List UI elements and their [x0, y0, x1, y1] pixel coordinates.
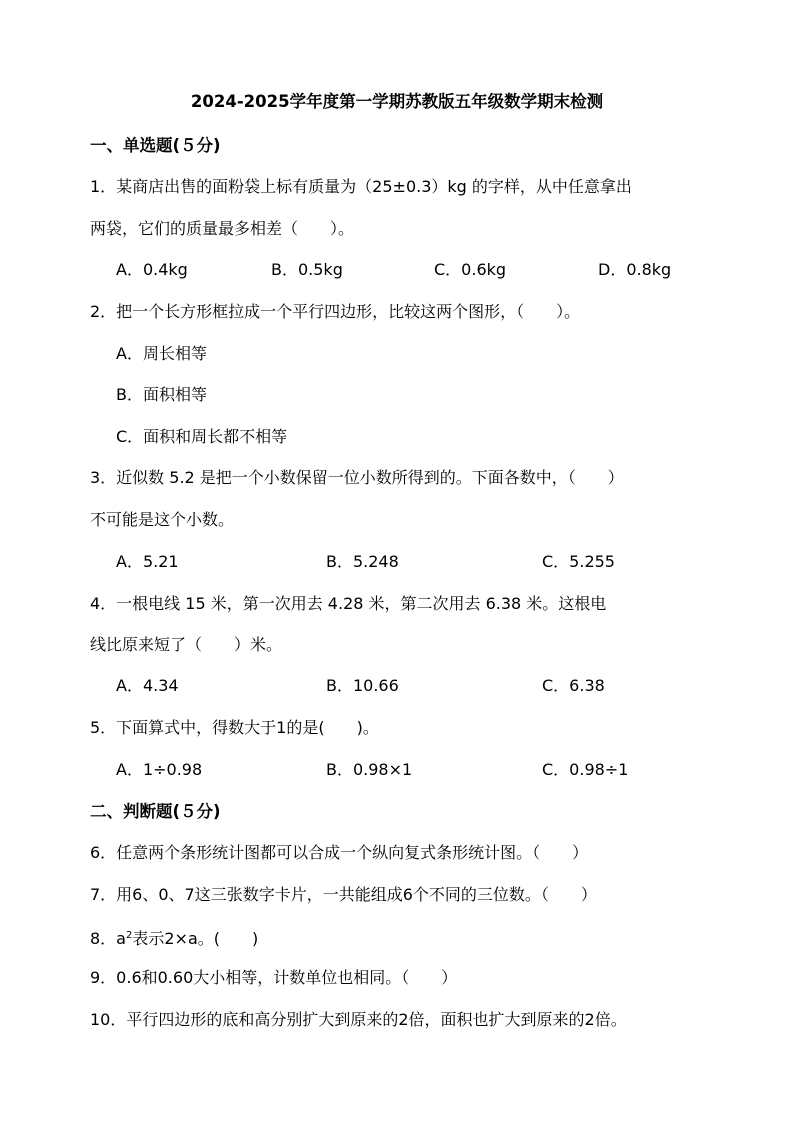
section-heading-single-choice: 一、单选题(５分) — [90, 136, 221, 155]
question-1-option-c: C．0.6kg — [434, 260, 507, 279]
question-5-line-1: 5．下面算式中，得数大于1的是( )。 — [90, 718, 379, 737]
question-9-line-1: 9．0.6和0.60大小相等，计数单位也相同。（ ） — [90, 968, 458, 987]
question-1-line-2: 两袋，它们的质量最多相差（ ）。 — [90, 219, 355, 238]
question-1-option-b: B．0.5kg — [271, 260, 343, 279]
question-10-line-1: 10．平行四边形的底和高分别扩大到原来的2倍，面积也扩大到原来的2倍。 — [90, 1010, 627, 1029]
page-title: 2024-2025学年度第一学期苏教版五年级数学期末检测 — [190, 92, 604, 111]
question-4-line-2: 线比原来短了（ ）米。 — [90, 635, 283, 654]
question-1-option-d: D．0.8kg — [598, 260, 672, 279]
question-2-option-a: A．周长相等 — [116, 344, 207, 363]
question-7-line-1: 7．用6、0、7这三张数字卡片，一共能组成6个不同的三位数。（ ） — [90, 885, 597, 904]
question-3-option-a: A．5.21 — [116, 552, 179, 571]
question-6-line-1: 6．任意两个条形统计图都可以合成一个纵向复式条形统计图。（ ） — [90, 843, 589, 862]
question-5-option-c: C．0.98÷1 — [542, 760, 629, 779]
question-3-line-1: 3．近似数 5.2 是把一个小数保留一位小数所得到的。下面各数中，（ ） — [90, 468, 624, 487]
question-8-suffix: 表示2×a。( ) — [132, 929, 259, 948]
question-8-superscript: 2 — [126, 930, 133, 941]
question-2-option-b: B．面积相等 — [116, 385, 207, 404]
question-1-option-a: A．0.4kg — [116, 260, 188, 279]
question-4-line-1: 4．一根电线 15 米，第一次用去 4.28 米，第二次用去 6.38 米。这根电 — [90, 594, 607, 613]
question-4-option-a: A．4.34 — [116, 676, 179, 695]
question-2-option-c: C．面积和周长都不相等 — [116, 427, 288, 446]
question-4-option-b: B．10.66 — [326, 676, 399, 695]
question-8-prefix: 8．a — [90, 929, 126, 948]
question-3-option-c: C．5.255 — [542, 552, 615, 571]
question-2-line-1: 2．把一个长方形框拉成一个平行四边形，比较这两个图形，（ ）。 — [90, 302, 581, 321]
section-heading-true-false: 二、判断题(５分) — [90, 802, 221, 821]
question-3-line-2: 不可能是这个小数。 — [90, 510, 235, 529]
question-4-option-c: C．6.38 — [542, 676, 605, 695]
question-5-option-b: B．0.98×1 — [326, 760, 413, 779]
question-1-line-1: 1．某商店出售的面粉袋上标有质量为（25±0.3）kg 的字样，从中任意拿出 — [90, 177, 632, 196]
question-8-line-1 — [90, 924, 258, 951]
question-3-option-b: B．5.248 — [326, 552, 399, 571]
question-5-option-a: A．1÷0.98 — [116, 760, 203, 779]
